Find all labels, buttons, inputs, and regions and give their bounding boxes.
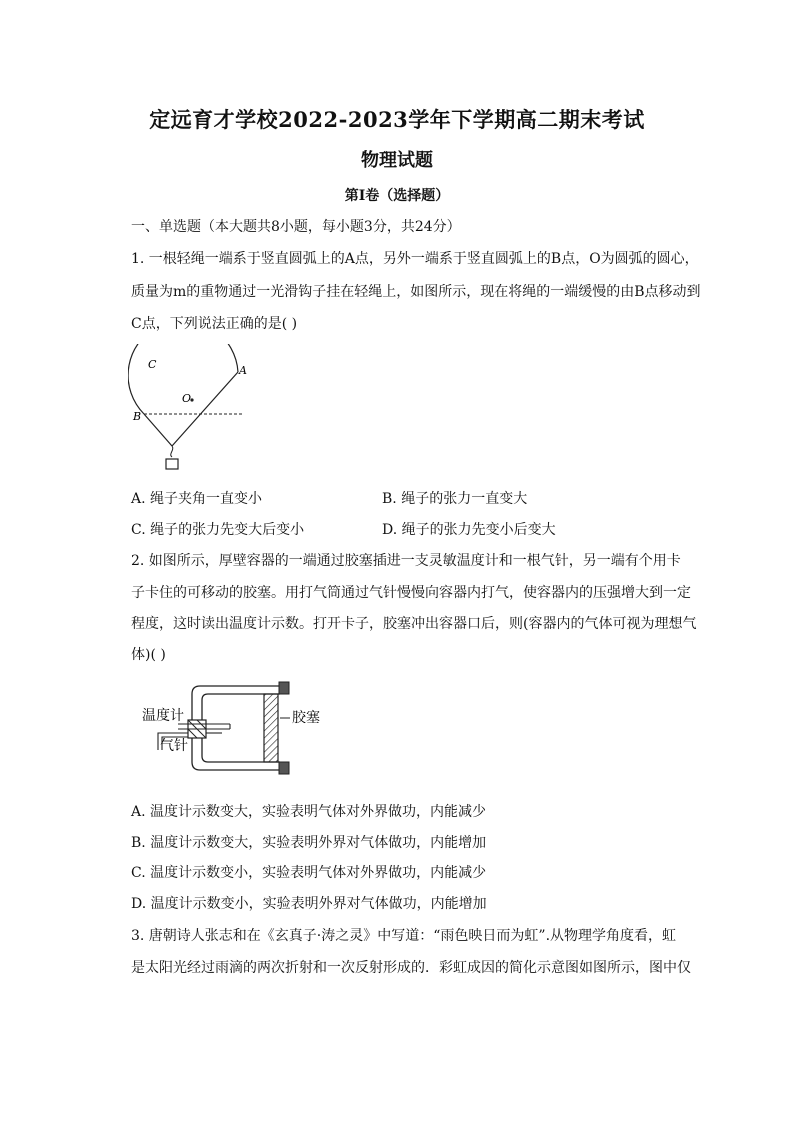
q2-figure-container	[138, 680, 338, 780]
q2-option-d: D. 温度计示数变小，实验表明外界对气体做功，内能增加	[131, 896, 487, 912]
part-heading: 第I卷（选择题）	[344, 188, 450, 204]
exam-subject: 物理试题	[361, 150, 433, 171]
q1-option-a: A. 绳子夹角一直变小	[131, 491, 263, 507]
q2-line-4: 体)( )	[131, 647, 166, 663]
q1-option-b: B. 绳子的张力一直变大	[382, 491, 528, 507]
q2-line-2: 子卡住的可移动的胶塞。用打气筒通过气针慢慢向容器内打气，使容器内的压强增大到一定	[131, 585, 691, 601]
section-heading: 一、单选题（本大题共8小题，每小题3分，共24分）	[131, 219, 461, 235]
q2-option-c: C. 温度计示数变小，实验表明气体对外界做功，内能减少	[131, 865, 487, 881]
label-a: A	[239, 364, 247, 377]
q1-line-3: C点，下列说法正确的是( )	[131, 316, 298, 332]
q3-line-1: 3. 唐朝诗人张志和在《玄真子·涛之灵》中写道：“雨色映日而为虹”.从物理学角度看，虹	[131, 928, 677, 944]
label-o: O	[182, 392, 192, 405]
q1-line-2: 质量为m的重物通过一光滑钩子挂在轻绳上，如图所示，现在将绳的一端缓慢的由B点移动到	[131, 284, 701, 300]
label-plug: 胶塞	[292, 710, 320, 726]
q2-option-a: A. 温度计示数变大，实验表明气体对外界做功，内能减少	[131, 804, 487, 820]
q2-line-3: 程度，这时读出温度计示数。打开卡子，胶塞冲出容器口后，则(容器内的气体可视为理想气	[131, 616, 697, 632]
q2-option-b: B. 温度计示数变大，实验表明外界对气体做功，内能增加	[131, 835, 487, 851]
q1-line-1: 1. 一根轻绳一端系于竖直圆弧上的A点，另外一端系于竖直圆弧上的B点，O为圆弧的圆心，	[131, 251, 699, 267]
label-thermometer: 温度计	[142, 708, 184, 724]
q1-option-c: C. 绳子的张力先变大后变小	[131, 522, 305, 538]
q2-line-1: 2. 如图所示，厚壁容器的一端通过胶塞插进一支灵敏温度计和一根气针，另一端有个用卡	[131, 553, 681, 569]
q1-option-d: D. 绳子的张力先变小后变大	[382, 522, 556, 538]
label-c: C	[148, 358, 157, 371]
q1-figure-arc	[128, 344, 258, 476]
q3-line-2: 是太阳光经过雨滴的两次折射和一次反射形成的．彩虹成因的简化示意图如图所示，图中仅	[131, 960, 691, 976]
label-b: B	[133, 410, 142, 423]
exam-title: 定远育才学校2022-2023学年下学期高二期末考试	[149, 107, 645, 132]
label-needle: 气针	[160, 738, 188, 754]
